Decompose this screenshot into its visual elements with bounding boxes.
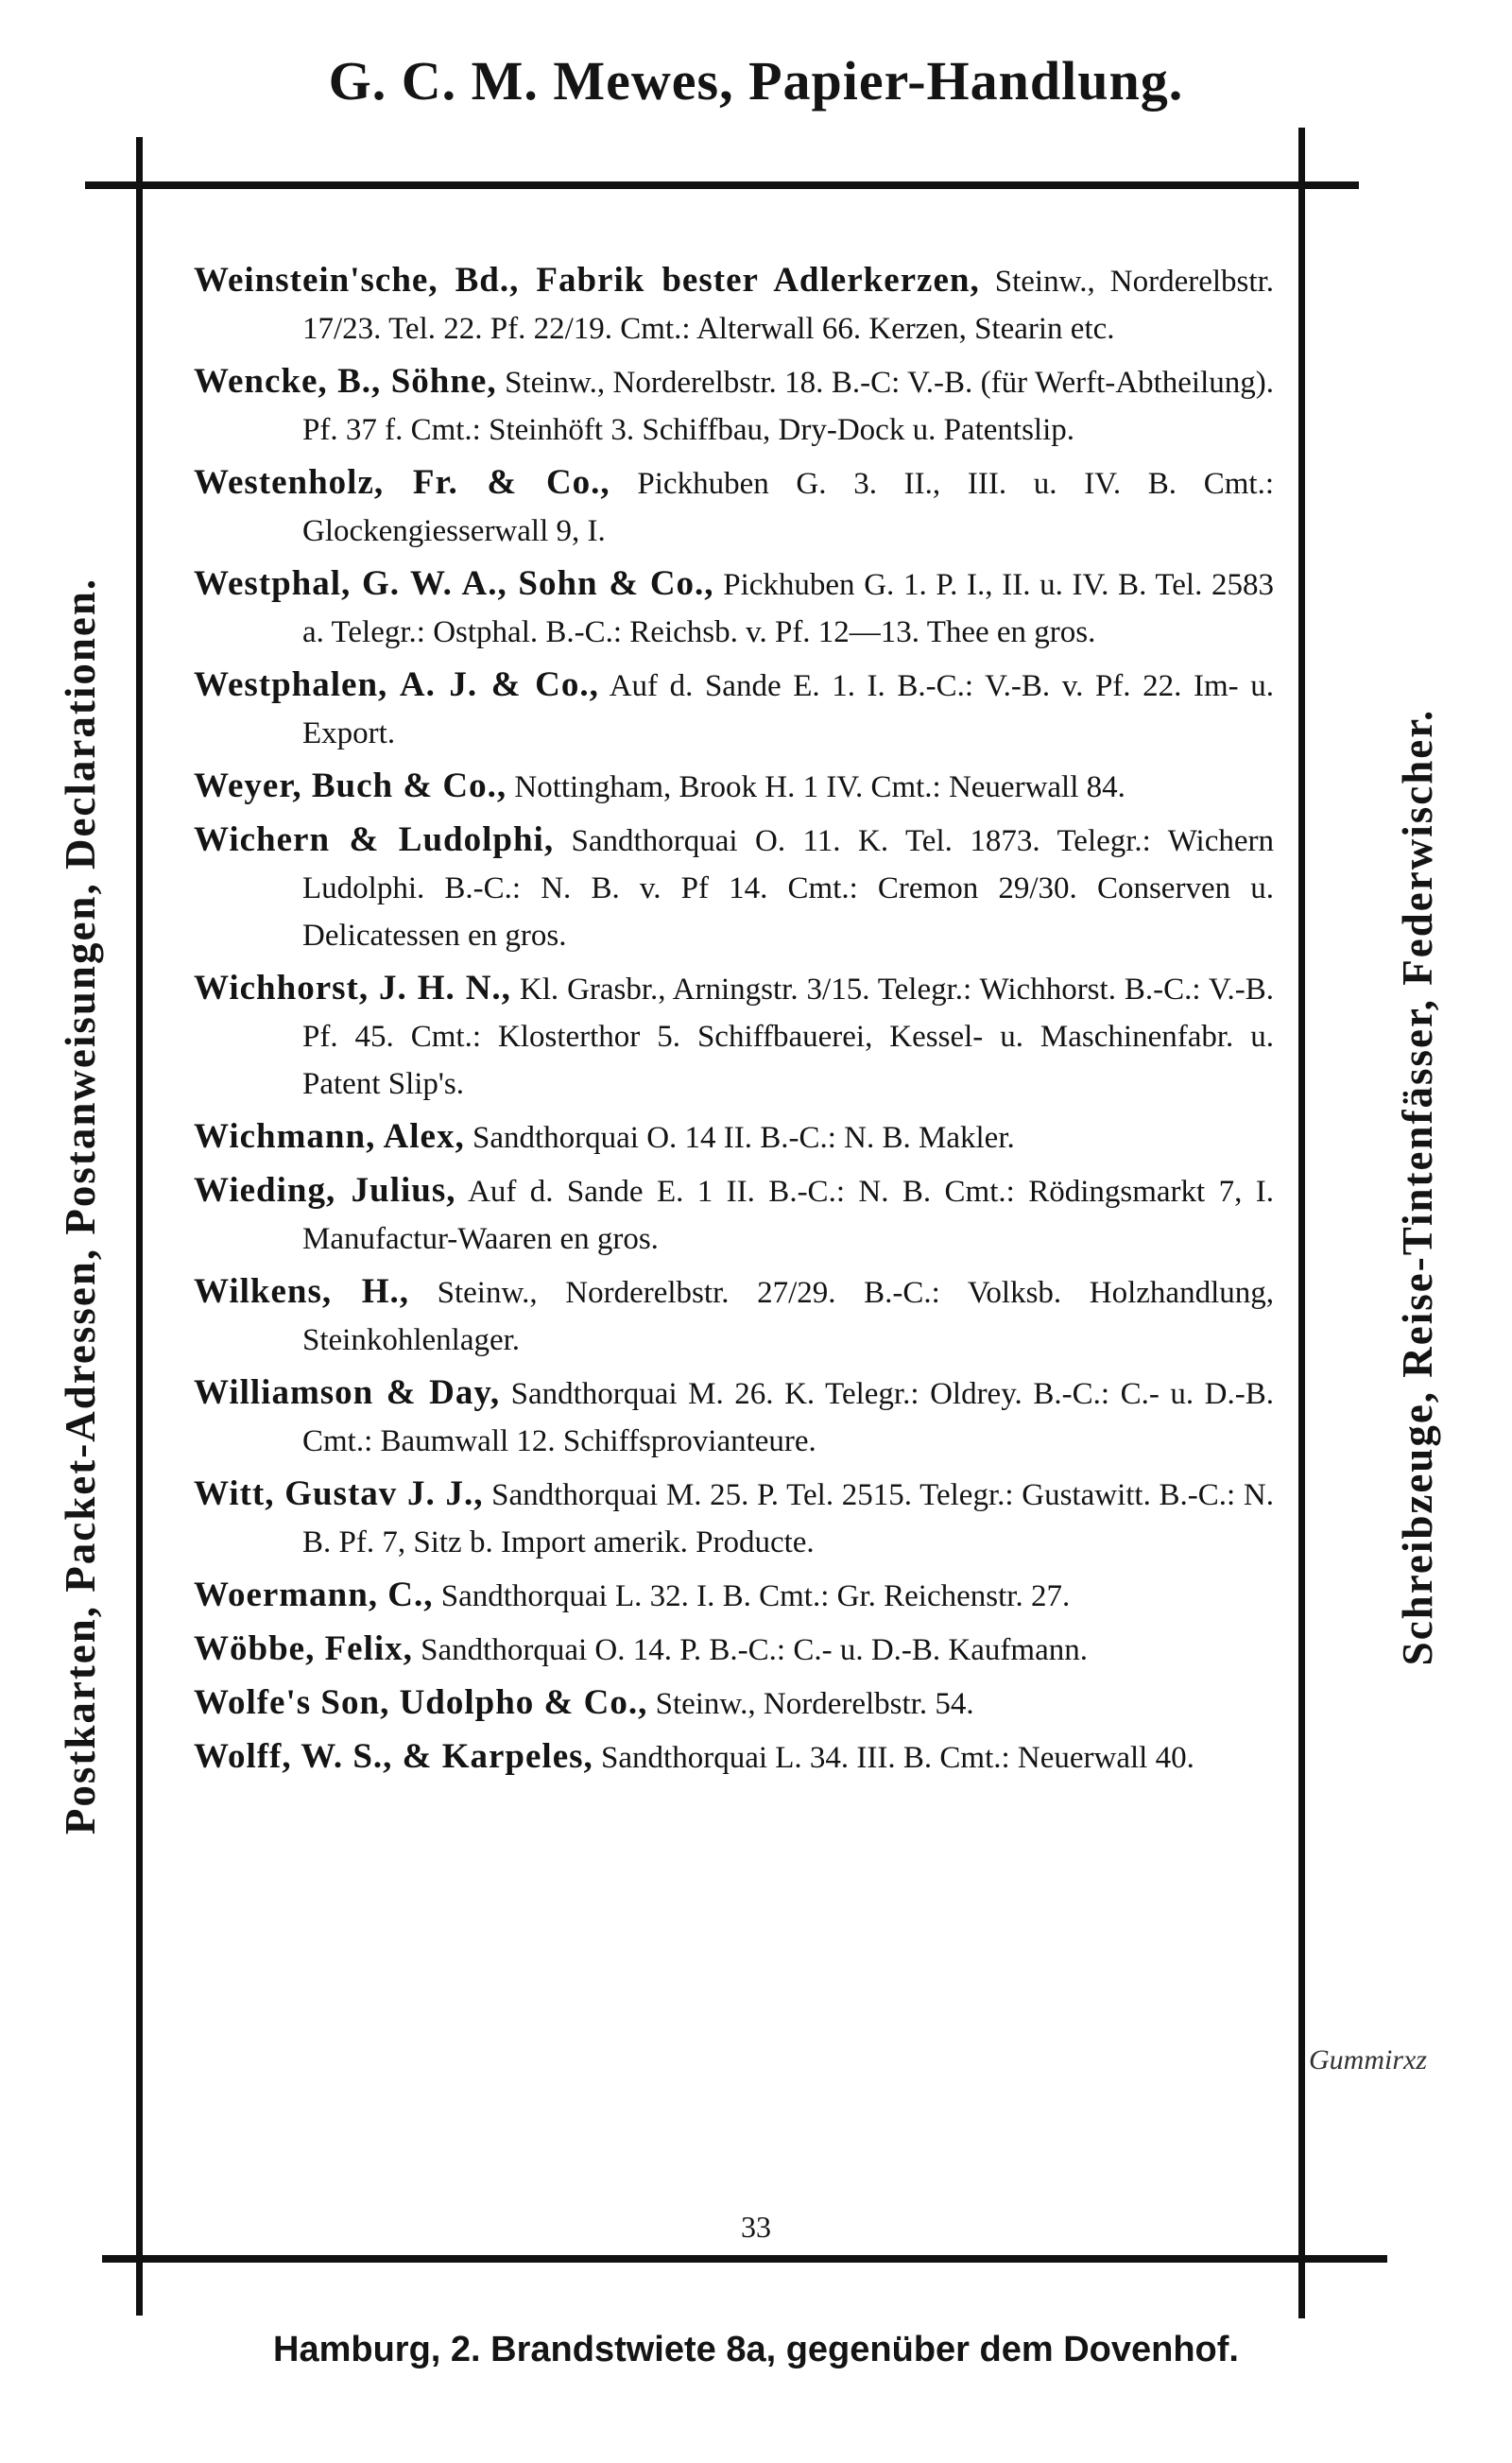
list-item (194, 1572, 1274, 1620)
list-item (194, 817, 1274, 959)
entry-name: Williamson & Day, (194, 1373, 501, 1412)
entry-text: Steinw., Norderelbstr. 17/23. Tel. 22. Pf. 22/19. Cmt.: Alterwall 66. Kerzen, Stearin etc. (302, 265, 1274, 346)
list-item (194, 358, 1274, 454)
entry-text: Steinw., Norderelbstr. 27/29. B.-C.: Volksb. Holzhandlung, Steinkohlenlager. (302, 1276, 1275, 1357)
entry-text: Pickhuben G. 1. P. I., II. u. IV. B. Tel. 2583 a. Telegr.: Ostphal. B.-C.: Reichsb. v. Pf. 12—13. Thee en gros. (302, 568, 1274, 649)
list-item (194, 1471, 1274, 1566)
list-item (194, 257, 1274, 353)
entry-text: Sandthorquai M. 26. K. Telegr.: Oldrey. B.-C.: C.- u. D.-B. Cmt.: Baumwall 12. Schiffsprovianteure. (302, 1377, 1274, 1458)
footer-address: Hamburg, 2. Brandstwiete 8a, gegenüber dem Dovenhof. (273, 2330, 1239, 2369)
list-item (194, 1113, 1274, 1162)
entry-name: Wilkens, H., (194, 1272, 410, 1311)
entry-text: Pickhuben G. 3. II., III. u. IV. B. Cmt.: Glockengiesserwall 9, I. (302, 467, 1275, 548)
entry-name: Westenholz, Fr. & Co., (194, 463, 610, 502)
left-frame-line (136, 137, 143, 2316)
entry-name: Wolff, W. S., & Karpeles, (194, 1737, 593, 1776)
page-title: G. C. M. Mewes, Papier-Handlung. (328, 50, 1184, 112)
entry-name: Witt, Gustav J. J., (194, 1474, 484, 1513)
handwritten-margin-note: Gummirxz (1309, 2044, 1427, 2075)
list-item (194, 1268, 1274, 1364)
entry-text: Sandthorquai O. 14. P. B.-C.: C.- u. D.-B. Kaufmann. (421, 1633, 1088, 1667)
entry-name: Weyer, Buch & Co., (194, 766, 507, 805)
list-item (194, 1733, 1274, 1782)
right-frame-line (1298, 128, 1305, 2318)
entry-name: Weinstein'sche, Bd., Fabrik bester Adlerkerzen, (194, 261, 980, 300)
entry-text: Auf d. Sande E. 1. I. B.-C.: V.-B. v. Pf. 22. Im- u. Export. (302, 669, 1274, 750)
left-margin-advert: Postkarten, Packet-Adressen, Postanweisungen, Declarationen. (57, 577, 104, 1835)
right-margin-advert: Schreibzeuge, Reise-Tintenfässer, Federwischer. (1394, 708, 1441, 1666)
page-number: 33 (741, 2210, 771, 2244)
entry-name: Woermann, C., (194, 1576, 434, 1614)
top-rule (85, 181, 1359, 189)
entry-name: Wolfe's Son, Udolpho & Co., (194, 1683, 648, 1722)
list-item (194, 560, 1274, 656)
list-item (194, 1369, 1274, 1465)
entry-name: Wencke, B., Söhne, (194, 362, 497, 401)
entry-text: Sandthorquai O. 14 II. B.-C.: N. B. Makler. (472, 1121, 1015, 1155)
entry-text: Sandthorquai L. 34. III. B. Cmt.: Neuerwall 40. (601, 1741, 1194, 1775)
list-item (194, 662, 1274, 757)
entry-text: Kl. Grasbr., Arningstr. 3/15. Telegr.: Wichhorst. B.-C.: V.-B. Pf. 45. Cmt.: Klosterthor 5. Schiffbauerei, Kessel- u. Maschinenfabr. u. Patent Slip's. (302, 973, 1274, 1101)
entry-text: Steinw., Norderelbstr. 18. B.-C: V.-B. (für Werft-Abtheilung). Pf. 37 f. Cmt.: Steinhöft 3. Schiffbau, Dry-Dock u. Patentslip. (302, 366, 1274, 447)
list-item (194, 1626, 1274, 1674)
entry-name: Wichern & Ludolphi, (194, 820, 555, 859)
entry-text: Sandthorquai M. 25. P. Tel. 2515. Telegr.: Gustawitt. B.-C.: N. B. Pf. 7, Sitz b. Import amerik. Producte. (302, 1478, 1274, 1559)
entry-name: Wichmann, Alex, (194, 1117, 465, 1156)
list-item (194, 965, 1274, 1108)
entry-text: Sandthorquai O. 11. K. Tel. 1873. Telegr.: Wichern Ludolphi. B.-C.: N. B. v. Pf 14. Cmt.: Cremon 29/30. Conserven u. Delicatessen en gros. (302, 824, 1274, 953)
entry-text: Sandthorquai L. 32. I. B. Cmt.: Gr. Reichenstr. 27. (440, 1579, 1071, 1613)
list-item (194, 763, 1274, 811)
entry-text: Auf d. Sande E. 1 II. B.-C.: N. B. Cmt.: Rödingsmarkt 7, I. Manufactur-Waaren en gros. (302, 1175, 1274, 1256)
list-item (194, 1167, 1274, 1263)
entry-name: Wichhorst, J. H. N., (194, 969, 511, 1008)
bottom-rule (102, 2255, 1387, 2263)
entry-name: Westphalen, A. J. & Co., (194, 665, 599, 704)
list-item (194, 1679, 1274, 1728)
entry-name: Wieding, Julius, (194, 1171, 456, 1210)
entry-list (194, 257, 1274, 1787)
entry-text: Nottingham, Brook H. 1 IV. Cmt.: Neuerwall 84. (514, 770, 1125, 804)
entry-name: Westphal, G. W. A., Sohn & Co., (194, 564, 714, 603)
entry-name: Wöbbe, Felix, (194, 1629, 413, 1668)
list-item (194, 459, 1274, 555)
entry-text: Steinw., Norderelbstr. 54. (655, 1687, 974, 1721)
